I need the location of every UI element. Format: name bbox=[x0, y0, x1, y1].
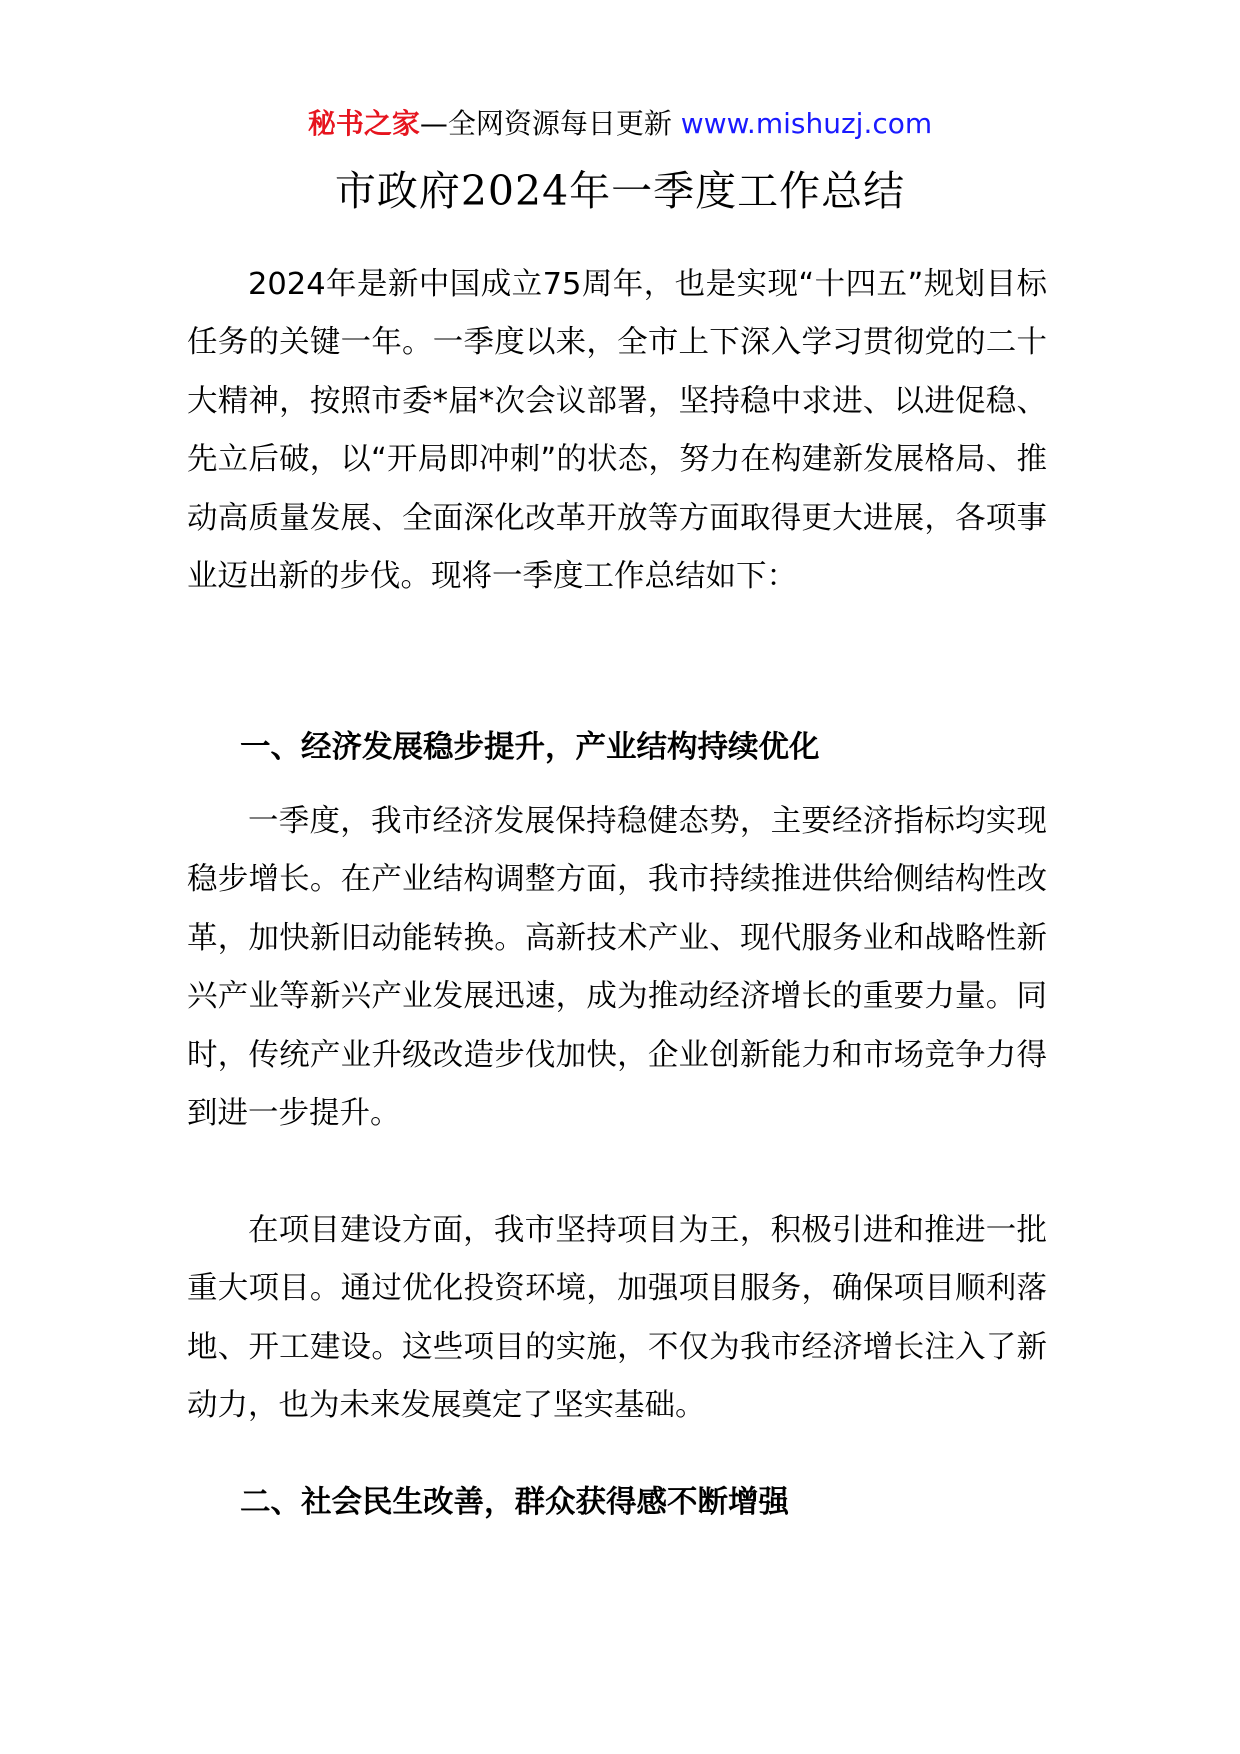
site-banner bbox=[0, 104, 1240, 144]
intro-paragraph: 2024年是新中国成立75周年，也是实现“十四五”规划目标任务的关键一年。一季度以来，全市上下深入学习贯彻党的二十大精神，按照市委*届*次会议部署，坚持稳中求进、以进促稳、先立后破，以“开局即冲刺”的状态，努力在构建新发展格局、推动高质量发展、全面深化改革开放等方面取得更大进展，各项事业迈出新的步伐。现将一季度工作总结如下： bbox=[187, 267, 1047, 595]
title-suffix: 年一季度工作总结 bbox=[569, 167, 906, 215]
title-prefix: 市政府 bbox=[334, 167, 461, 215]
site-tagline: —全网资源每日更新 bbox=[419, 107, 672, 140]
title-year: 2024 bbox=[460, 167, 570, 215]
section-1-paragraph-1: 一季度，我市经济发展保持稳健态势，主要经济指标均实现稳步增长。在产业结构调整方面，我市持续推进供给侧结构性改革，加快新旧动能转换。高新技术产业、现代服务业和战略性新兴产业等新兴产业发展迅速，成为推动经济增长的重要力量。同时，传统产业升级改造步伐加快，企业创新能力和市场竞争力得到进一步提升。 bbox=[187, 804, 1047, 1132]
document-title bbox=[0, 163, 1240, 219]
section-1-paragraph-2: 在项目建设方面，我市坚持项目为王，积极引进和推进一批重大项目。通过优化投资环境，加强项目服务，确保项目顺利落地、开工建设。这些项目的实施，不仅为我市经济增长注入了新动力，也为未来发展奠定了坚实基础。 bbox=[187, 1213, 1047, 1424]
site-url-link[interactable]: www.mishuzj.com bbox=[680, 107, 933, 140]
section-heading-1: 一、经济发展稳步提升，产业结构持续优化 bbox=[240, 730, 820, 765]
section-heading-2: 二、社会民生改善，群众获得感不断增强 bbox=[240, 1485, 789, 1520]
site-name: 秘书之家 bbox=[307, 107, 420, 140]
